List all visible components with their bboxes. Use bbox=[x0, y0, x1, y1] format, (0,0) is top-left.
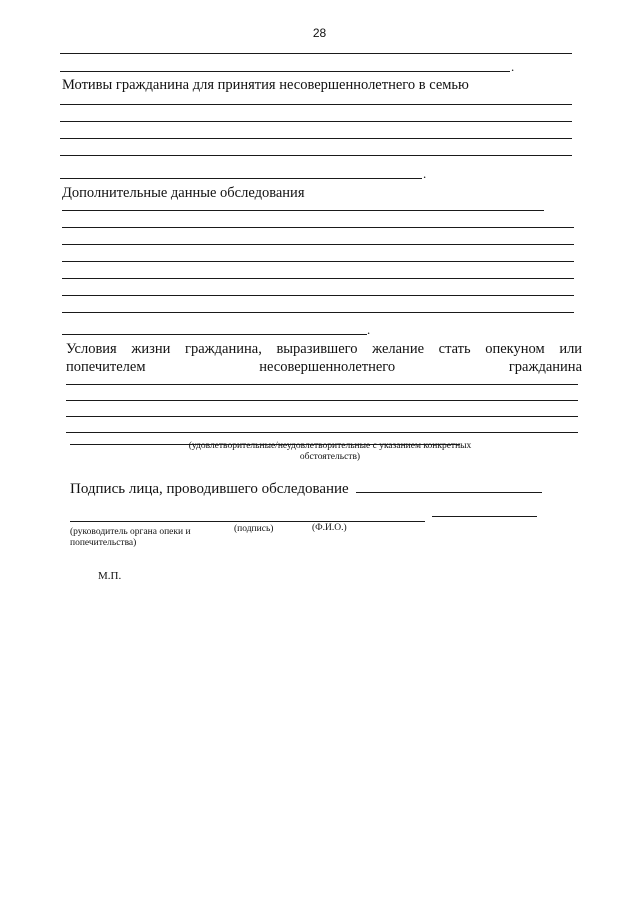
head-caption: (руководитель органа опеки и попечительства) bbox=[70, 527, 191, 548]
fill-line bbox=[60, 138, 572, 139]
fill-line bbox=[62, 227, 574, 228]
fill-line bbox=[62, 261, 574, 262]
sign-caption: (подпись) bbox=[234, 524, 274, 534]
fill-line bbox=[62, 295, 574, 296]
page-number: 28 bbox=[312, 26, 327, 40]
living-conditions-line-2: попечителем несовершеннолетнего гражданина bbox=[66, 359, 583, 375]
fill-line bbox=[62, 244, 574, 245]
signature-label: Подпись лица, проводившего обследование bbox=[70, 481, 349, 497]
line-end-dot: . bbox=[423, 166, 427, 181]
fill-line bbox=[60, 104, 572, 105]
fill-line bbox=[66, 384, 578, 385]
fill-line bbox=[60, 155, 572, 156]
living-conditions-caption: (удовлетворительные/неудовлетворительные с указанием конкретных обстоятельств) bbox=[188, 441, 472, 462]
living-conditions-line-1: Условия жизни гражданина, выразившего желание стать опекуном или bbox=[66, 341, 583, 357]
line-end-dot: . bbox=[511, 59, 515, 74]
fill-line bbox=[66, 432, 578, 433]
line-end-dot: . bbox=[367, 322, 371, 337]
fill-line bbox=[62, 334, 367, 335]
head-name-line bbox=[70, 521, 425, 522]
fill-line bbox=[66, 416, 578, 417]
fill-line bbox=[60, 71, 510, 72]
additional-heading: Дополнительные данные обследования bbox=[62, 185, 305, 201]
fill-line bbox=[66, 400, 578, 401]
name-caption: (Ф.И.О.) bbox=[312, 523, 347, 533]
fill-line bbox=[60, 121, 572, 122]
fill-line bbox=[60, 53, 572, 54]
fill-line bbox=[62, 312, 574, 313]
fill-line bbox=[62, 210, 544, 211]
signature-fill-line bbox=[356, 492, 542, 493]
motives-heading: Мотивы гражданина для принятия несовершеннолетнего в семью bbox=[62, 77, 469, 93]
fill-line bbox=[60, 178, 422, 179]
fill-line bbox=[62, 278, 574, 279]
head-sign-line bbox=[432, 516, 537, 517]
stamp-label: М.П. bbox=[98, 570, 122, 582]
